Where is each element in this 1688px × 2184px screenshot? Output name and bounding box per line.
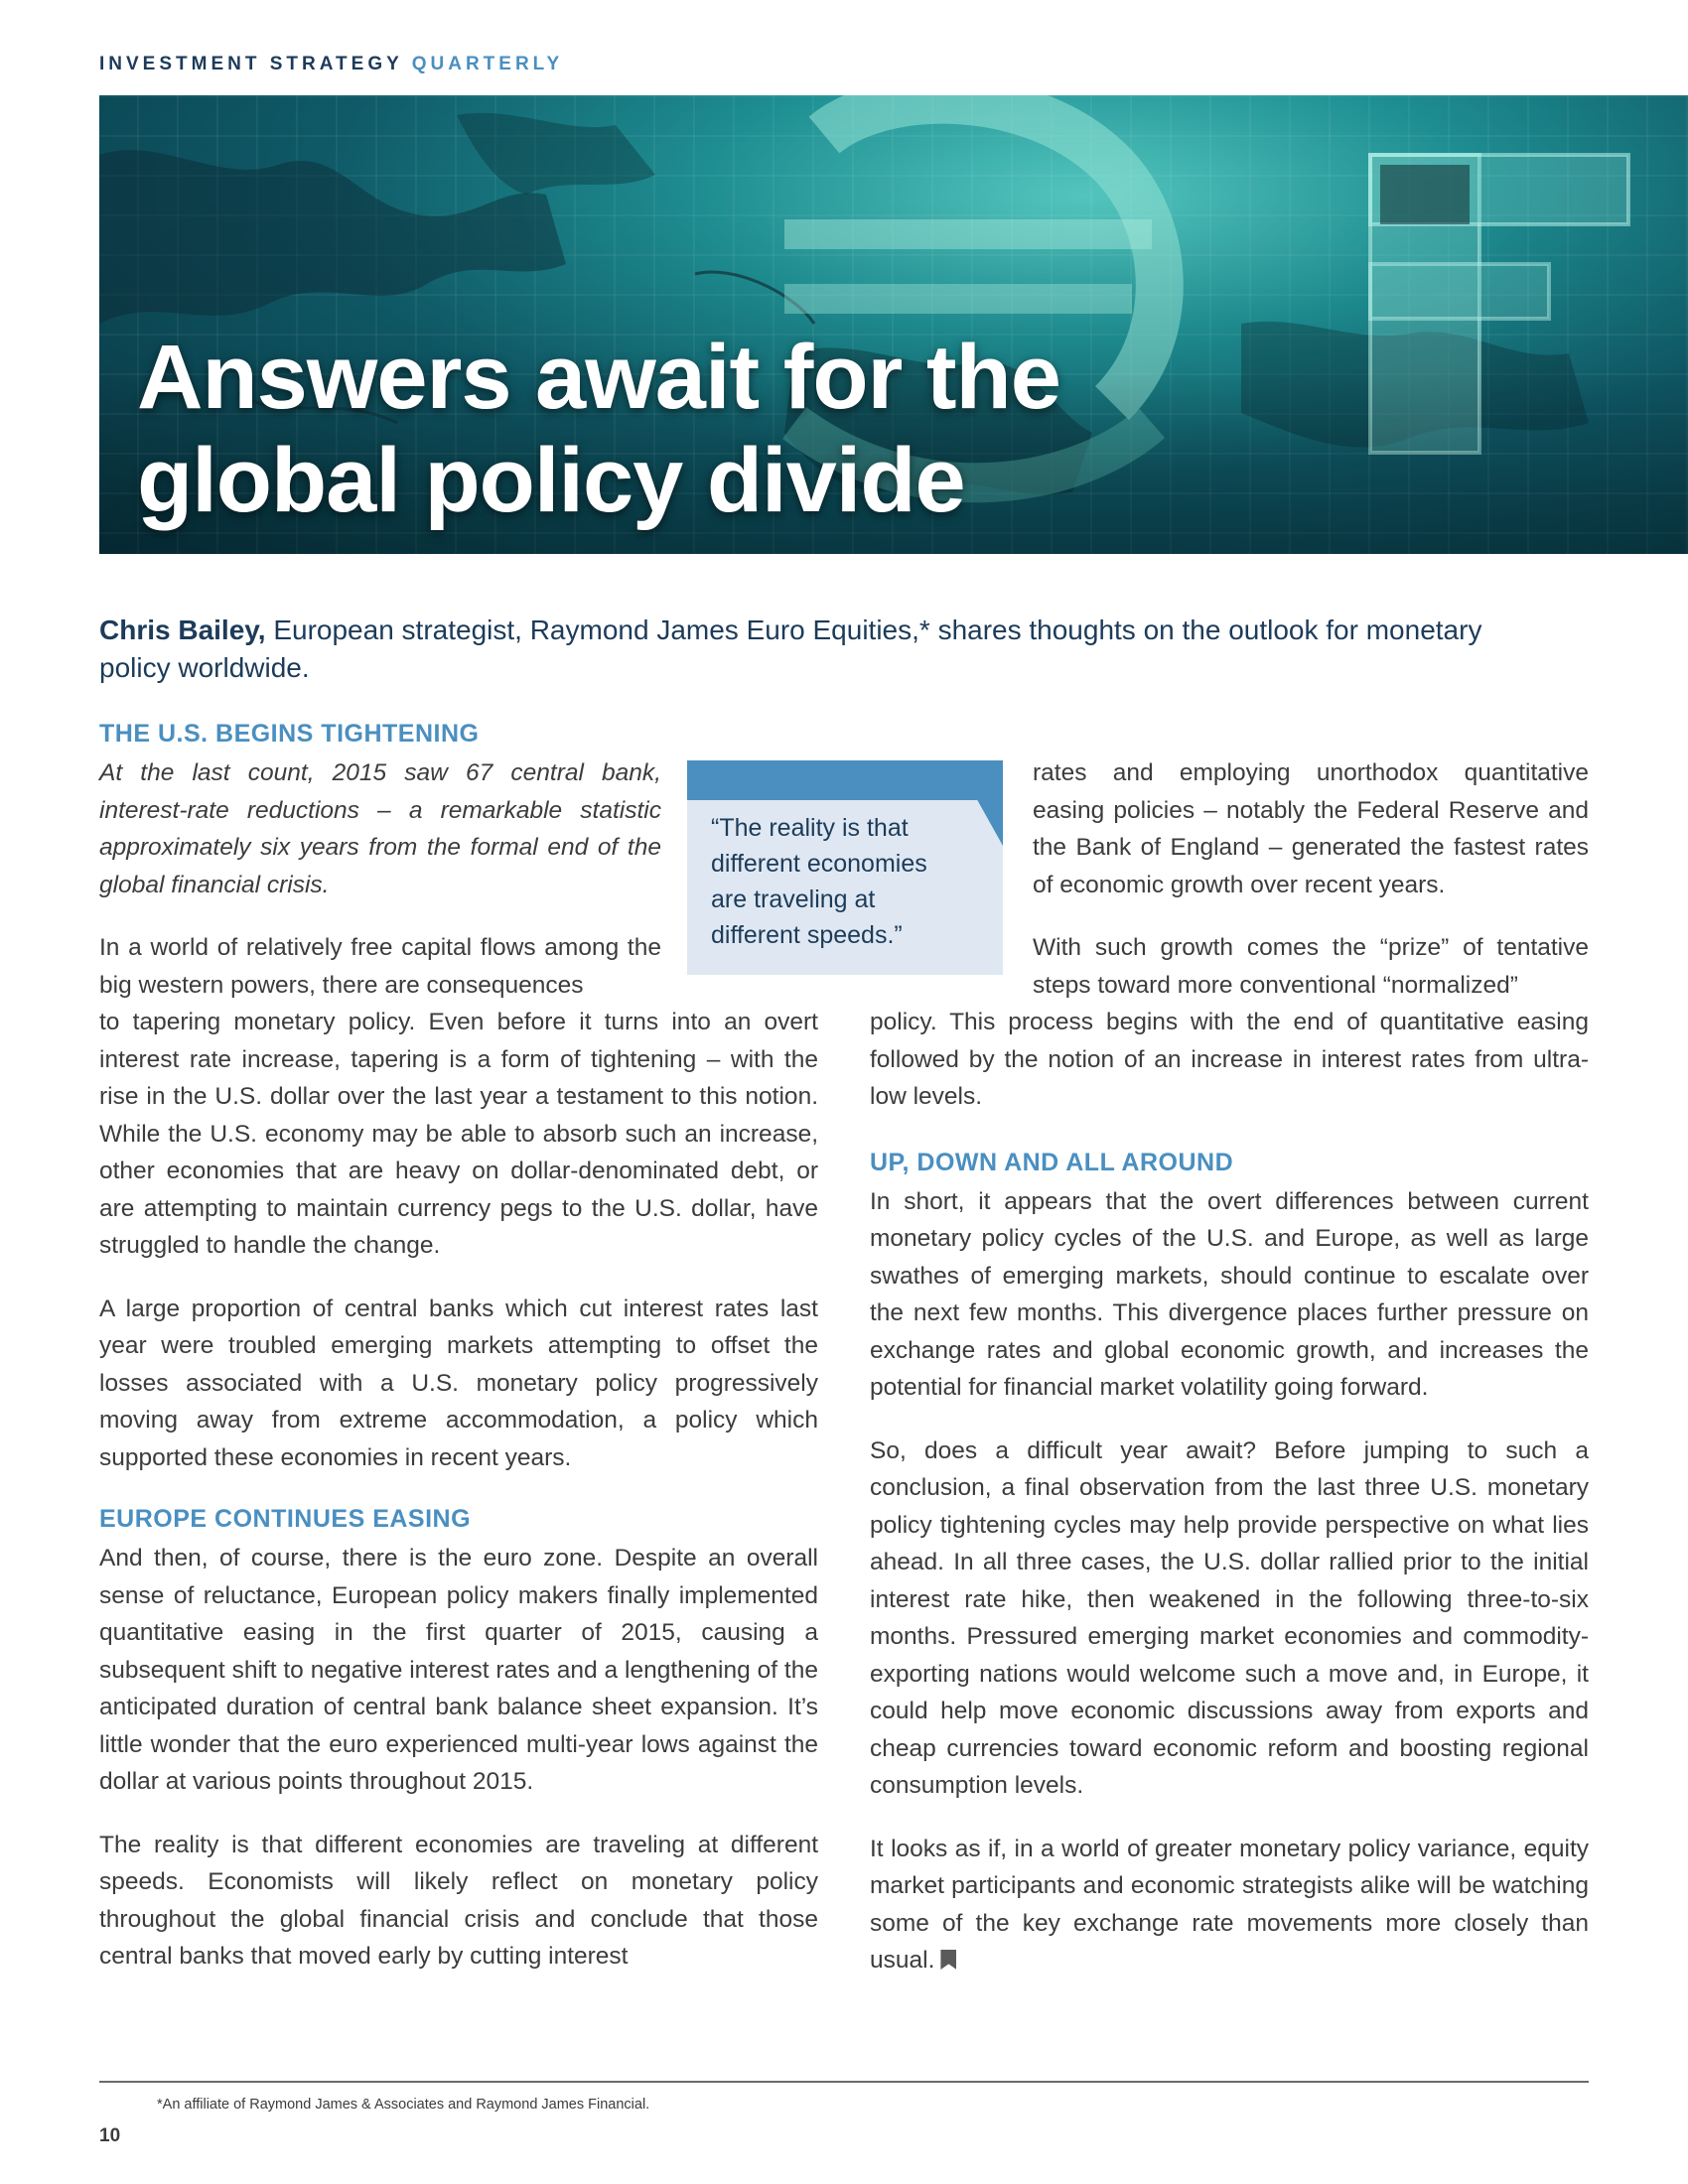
hero-banner xyxy=(99,95,1688,554)
paragraph-unorthodox-qe: rates and employing unorthodox quantitative easing policies – notably the Federal Reserve and the Bank of England – generated the fastest rates of economic growth over recent years. xyxy=(1033,759,1589,898)
lede-paragraph: At the last count, 2015 saw 67 central bank, interest-rate reductions – a remarkable statistic approximately six years from the formal end of the global financial crisis. xyxy=(99,759,661,898)
paragraph-capital-flows-a: In a world of relatively free capital flows among the big western powers, there are consequences xyxy=(99,934,661,999)
paragraph-conclusion xyxy=(870,1831,1589,1979)
conclusion-text: It looks as if, in a world of greater monetary policy variance, equity market participants and economic strategists alike will be watching some of the key exchange rate movements more closely than usual. xyxy=(870,1835,1589,1974)
footnote: *An affiliate of Raymond James & Associates and Raymond James Financial. xyxy=(157,2097,650,2113)
page-number: 10 xyxy=(99,2125,121,2146)
paragraph-emerging-markets: A large proportion of central banks which cut interest rates last year were troubled emerging markets attempting to offset the losses associated with a U.S. monetary policy progressively moving away from extreme accommodation, a policy which supported these economies in recent years. xyxy=(99,1295,818,1471)
footer-rule xyxy=(99,2081,1589,2083)
bookmark-end-icon xyxy=(940,1950,956,1970)
kicker-accent: QUARTERLY xyxy=(411,54,564,74)
right-column xyxy=(870,754,1589,2005)
paragraph-euro-zone: And then, of course, there is the euro zone. Despite an overall sense of reluctance, European policy makers finally implemented quantitative easing in the first quarter of 2015, causing a subsequent shift to negative interest rates and a lengthening of the anticipated duration of central bank balance sheet expansion. It’s little wonder that the euro experienced multi-year lows against the dollar at various points throughout 2015. xyxy=(99,1545,818,1795)
paragraph-prize-a: With such growth comes the “prize” of tentative steps toward more conventional “normalized” xyxy=(1033,934,1589,999)
article-intro xyxy=(99,612,1509,687)
section-heading-europe: EUROPE CONTINUES EASING xyxy=(99,1505,472,1533)
intro-text: European strategist, Raymond James Euro Equities,* shares thoughts on the outlook for monetary policy worldwide. xyxy=(99,614,1482,683)
author-name: Chris Bailey, xyxy=(99,614,266,645)
pull-quote-text: “The reality is that different economies are traveling at different speeds.” xyxy=(711,814,927,949)
section-heading-us: THE U.S. BEGINS TIGHTENING xyxy=(99,720,480,748)
article-title xyxy=(137,326,1060,532)
publication-kicker xyxy=(99,54,563,75)
paragraph-different-speeds: The reality is that different economies are traveling at different speeds. Economists will likely reflect on monetary policy throughout the global financial crisis and conclude that those central banks that moved early by cutting interest xyxy=(99,1831,818,1970)
paragraph-capital-flows-b: to tapering monetary policy. Even before it turns into an overt interest rate increase, tapering is a form of tightening – with the rise in the U.S. dollar over the last year a testament to this notion. While the U.S. economy may be able to absorb such an increase, other economies that are heavy on dollar-denominated debt, or are attempting to maintain currency pegs to the U.S. dollar, have struggled to handle the change. xyxy=(99,1009,818,1259)
paragraph-overt-differences: In short, it appears that the overt differences between current monetary policy cycles of the U.S. and Europe, as well as large swathes of emerging markets, should continue to escalate over the next few months. This divergence places further pressure on exchange rates and global economic growth, and increases the potential for financial market volatility going forward. xyxy=(870,1187,1589,1401)
section-heading-up-down: UP, DOWN AND ALL AROUND xyxy=(870,1148,1234,1176)
paragraph-prize-b: policy. This process begins with the end of quantitative easing followed by the notion of an increase in interest rates from ultra-low levels. xyxy=(870,1009,1589,1110)
kicker-main: INVESTMENT STRATEGY xyxy=(99,54,403,74)
title-line-2: global policy divide xyxy=(137,430,965,531)
paragraph-difficult-year: So, does a difficult year await? Before jumping to such a conclusion, a final observation from the last three U.S. monetary policy tightening cycles may help provide perspective on what lies ahead. In all three cases, the U.S. dollar rallied prior to the initial interest rate hike, then weakened in the following three-to-six months. Pressured emerging market economies and commodity-exporting nations would welcome such a move and, in Europe, it could help move economic discussions away from exports and cheap currencies toward economic reform and boosting regional consumption levels. xyxy=(870,1436,1589,1799)
title-line-1: Answers await for the xyxy=(137,327,1060,428)
